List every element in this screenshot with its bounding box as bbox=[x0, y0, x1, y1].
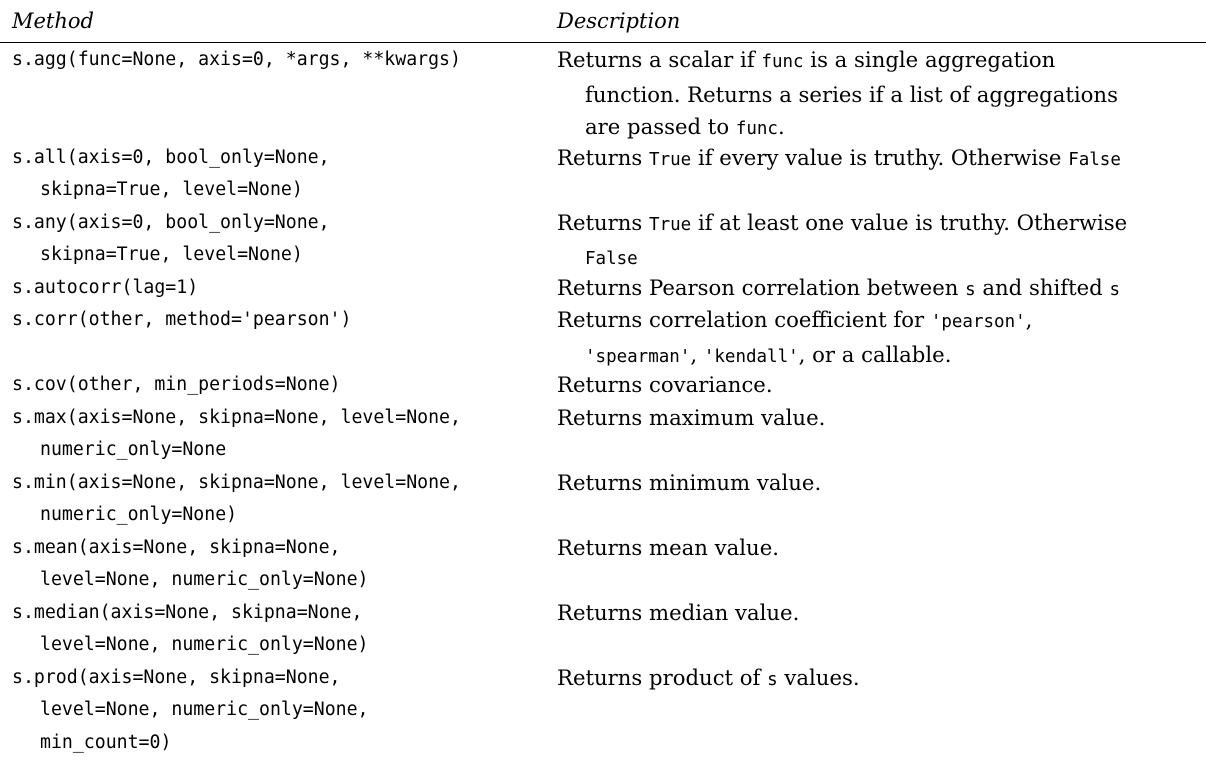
method-signature bbox=[12, 304, 547, 337]
description-text: Returns a scalar if bbox=[557, 47, 762, 72]
description-text: and shifted bbox=[975, 274, 1110, 300]
description-text: Returns mean value. bbox=[557, 534, 779, 560]
description-text: , or a callable. bbox=[798, 341, 952, 367]
inline-code: 'spearman' bbox=[585, 346, 691, 367]
table-body bbox=[0, 44, 1206, 759]
description-column-header: Description bbox=[557, 9, 681, 33]
description-line bbox=[557, 44, 1202, 79]
description-line bbox=[557, 304, 1202, 339]
method-description bbox=[557, 467, 1202, 500]
description-text: Returns minimum value. bbox=[557, 469, 822, 495]
method-description bbox=[557, 44, 1202, 146]
description-text: if every value is truthy. Otherwise bbox=[691, 144, 1069, 170]
method-line: s.all(axis=0, bool_only=None, bbox=[12, 146, 330, 168]
table-row bbox=[0, 662, 1206, 760]
method-line: s.mean(axis=None, skipna=None, bbox=[12, 536, 341, 558]
method-line: s.autocorr(lag=1) bbox=[12, 276, 199, 298]
description-text: . bbox=[777, 114, 785, 139]
method-description bbox=[557, 532, 1202, 565]
inline-code: s bbox=[767, 669, 778, 690]
description-text: Returns correlation coefficient for bbox=[557, 307, 931, 332]
description-line bbox=[557, 532, 1202, 565]
inline-code: func bbox=[761, 52, 804, 72]
method-signature bbox=[12, 467, 547, 532]
method-column-header: Method bbox=[12, 9, 94, 33]
description-text: Returns covariance. bbox=[557, 372, 773, 397]
inline-code: 'pearson' bbox=[930, 312, 1026, 332]
method-description bbox=[557, 272, 1202, 307]
description-text: Returns bbox=[557, 144, 650, 170]
method-line: s.cov(other, min_periods=None) bbox=[12, 374, 341, 395]
description-text: Returns product of bbox=[557, 664, 768, 690]
table-row bbox=[0, 304, 1206, 369]
description-line bbox=[557, 339, 1202, 374]
method-description bbox=[557, 402, 1202, 435]
table-row bbox=[0, 597, 1206, 662]
method-line: min_count=0) bbox=[40, 731, 172, 753]
description-text: Returns median value. bbox=[557, 599, 800, 625]
description-line bbox=[557, 467, 1202, 500]
method-description bbox=[557, 597, 1202, 630]
table-row bbox=[0, 369, 1206, 402]
method-line: level=None, numeric_only=None, bbox=[40, 699, 369, 720]
method-signature bbox=[12, 662, 547, 760]
description-text: are passed to bbox=[585, 114, 736, 139]
method-line: numeric_only=None bbox=[40, 439, 227, 460]
description-line bbox=[557, 79, 1202, 112]
table-row bbox=[0, 532, 1206, 597]
method-line: s.min(axis=None, skipna=None, level=None, bbox=[12, 471, 461, 493]
description-line bbox=[557, 207, 1202, 242]
description-line bbox=[557, 142, 1202, 177]
description-line bbox=[557, 402, 1202, 435]
table-row bbox=[0, 402, 1206, 467]
method-signature bbox=[12, 597, 547, 662]
description-line bbox=[557, 597, 1202, 630]
description-line bbox=[557, 662, 1202, 697]
method-signature bbox=[12, 44, 547, 77]
method-line: skipna=True, level=None) bbox=[40, 244, 303, 265]
method-line: s.corr(other, method='pearson') bbox=[12, 309, 352, 330]
method-line: s.agg(func=None, axis=0, *args, **kwargs) bbox=[12, 49, 461, 70]
method-description bbox=[557, 142, 1202, 177]
inline-code: False bbox=[585, 249, 638, 269]
table-row bbox=[0, 207, 1206, 272]
table-row bbox=[0, 142, 1206, 207]
method-description bbox=[557, 304, 1202, 373]
method-line: numeric_only=None) bbox=[40, 504, 238, 525]
method-signature bbox=[12, 402, 547, 467]
method-description bbox=[557, 207, 1202, 276]
description-text: function. Returns a series if a list of aggregations bbox=[585, 81, 1118, 107]
description-text: Returns bbox=[557, 209, 650, 235]
description-line bbox=[557, 272, 1202, 307]
description-line bbox=[557, 111, 1202, 146]
description-text: Returns Pearson correlation between bbox=[557, 274, 966, 300]
table-header bbox=[0, 0, 1206, 43]
inline-code: s bbox=[1109, 279, 1121, 300]
method-signature bbox=[12, 207, 547, 272]
inline-code: 'kendall' bbox=[703, 346, 799, 367]
method-signature bbox=[12, 532, 547, 597]
method-line: level=None, numeric_only=None) bbox=[40, 634, 369, 655]
description-text: values. bbox=[777, 664, 860, 690]
description-line bbox=[557, 241, 1202, 276]
table-row bbox=[0, 44, 1206, 142]
method-line: level=None, numeric_only=None) bbox=[40, 569, 369, 590]
table-row bbox=[0, 272, 1206, 305]
inline-code: False bbox=[1068, 149, 1121, 170]
method-signature bbox=[12, 272, 547, 305]
description-text: if at least one value is truthy. Otherwise bbox=[691, 209, 1128, 235]
table-row bbox=[0, 467, 1206, 532]
method-description bbox=[557, 662, 1202, 697]
description-text: is a single aggregation bbox=[803, 47, 1056, 72]
method-line: s.any(axis=0, bool_only=None, bbox=[12, 211, 330, 233]
description-text: , bbox=[690, 341, 704, 367]
method-signature bbox=[12, 142, 547, 207]
method-description bbox=[557, 369, 1202, 402]
description-text: Returns maximum value. bbox=[557, 404, 826, 430]
inline-code: True bbox=[649, 214, 692, 235]
inline-code: True bbox=[649, 149, 692, 170]
description-line bbox=[557, 369, 1202, 402]
method-line: s.median(axis=None, skipna=None, bbox=[12, 601, 363, 623]
inline-code: s bbox=[965, 279, 976, 300]
method-line: s.max(axis=None, skipna=None, level=None, bbox=[12, 406, 461, 428]
method-line: skipna=True, level=None) bbox=[40, 179, 303, 200]
method-line: s.prod(axis=None, skipna=None, bbox=[12, 666, 341, 688]
method-signature bbox=[12, 369, 547, 402]
inline-code: func bbox=[735, 119, 778, 139]
description-text: , bbox=[1025, 307, 1033, 332]
